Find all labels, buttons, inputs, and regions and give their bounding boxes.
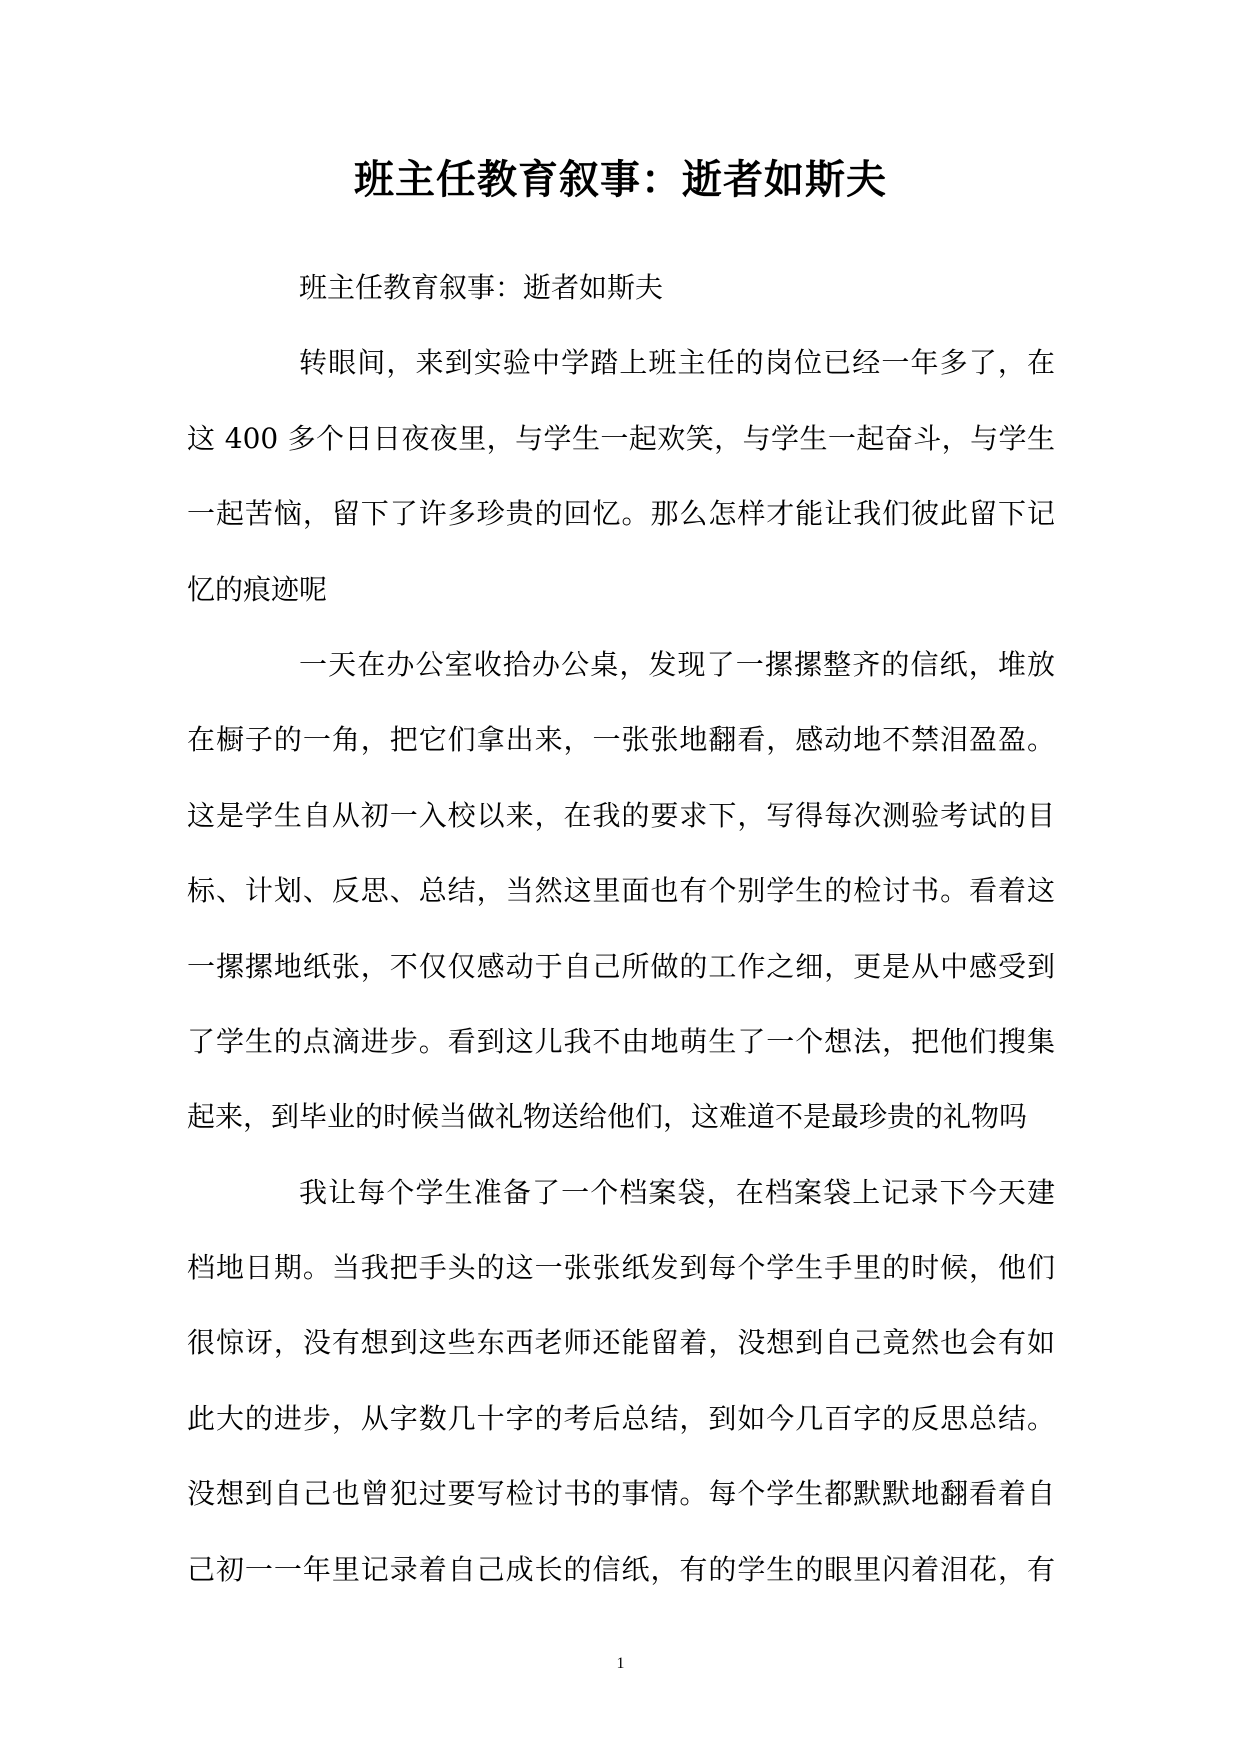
document-title: 班主任教育叙事：逝者如斯夫 <box>354 156 887 203</box>
paragraph-2-line-6: 了学生的点滴进步。看到这儿我不由地萌生了一个想法，把他们搜集 <box>187 1024 1055 1058</box>
paragraph-2-line-3: 这是学生自从初一入校以来，在我的要求下，写得每次测验考试的目 <box>187 798 1055 832</box>
paragraph-2-line-5: 一摞摞地纸张，不仅仅感动于自己所做的工作之细，更是从中感受到 <box>187 949 1055 983</box>
paragraph-2-line-2: 在橱子的一角，把它们拿出来，一张张地翻看，感动地不禁泪盈盈。 <box>187 723 1055 757</box>
paragraph-3-line-4: 此大的进步，从字数几十字的考后总结，到如今几百字的反思总结。 <box>187 1401 1055 1435</box>
document-body <box>187 250 1055 1607</box>
paragraph-1-line-2: 这 400 多个日日夜夜里，与学生一起欢笑，与学生一起奋斗，与学生 <box>187 421 1055 455</box>
paragraph-3-line-5: 没想到自己也曾犯过要写检讨书的事情。每个学生都默默地翻看着自 <box>187 1477 1055 1511</box>
paragraph-3-line-2: 档地日期。当我把手头的这一张张纸发到每个学生手里的时候，他们 <box>187 1251 1055 1285</box>
paragraph-3-line-3: 很惊讶，没有想到这些东西老师还能留着，没想到自己竟然也会有如 <box>187 1326 1055 1360</box>
paragraph-2-line-4: 标、计划、反思、总结，当然这里面也有个别学生的检讨书。看着这 <box>187 874 1055 908</box>
page-number: 1 <box>616 1655 625 1672</box>
subtitle-line: 班主任教育叙事：逝者如斯夫 <box>299 271 664 304</box>
paragraph-1-line-1: 转眼间，来到实验中学踏上班主任的岗位已经一年多了，在 <box>299 346 1055 380</box>
paragraph-1-line-3: 一起苦恼，留下了许多珍贵的回忆。那么怎样才能让我们彼此留下记 <box>187 497 1055 531</box>
paragraph-1-line-4: 忆的痕迹呢 <box>187 572 328 606</box>
paragraph-2-line-7: 起来，到毕业的时候当做礼物送给他们，这难道不是最珍贵的礼物吗 <box>187 1100 1028 1134</box>
paragraph-2-line-1: 一天在办公室收拾办公桌，发现了一摞摞整齐的信纸，堆放 <box>299 647 1055 681</box>
paragraph-3-line-1: 我让每个学生准备了一个档案袋，在档案袋上记录下今天建 <box>299 1175 1055 1209</box>
paragraph-3-line-6: 己初一一年里记录着自己成长的信纸，有的学生的眼里闪着泪花，有 <box>187 1552 1055 1586</box>
